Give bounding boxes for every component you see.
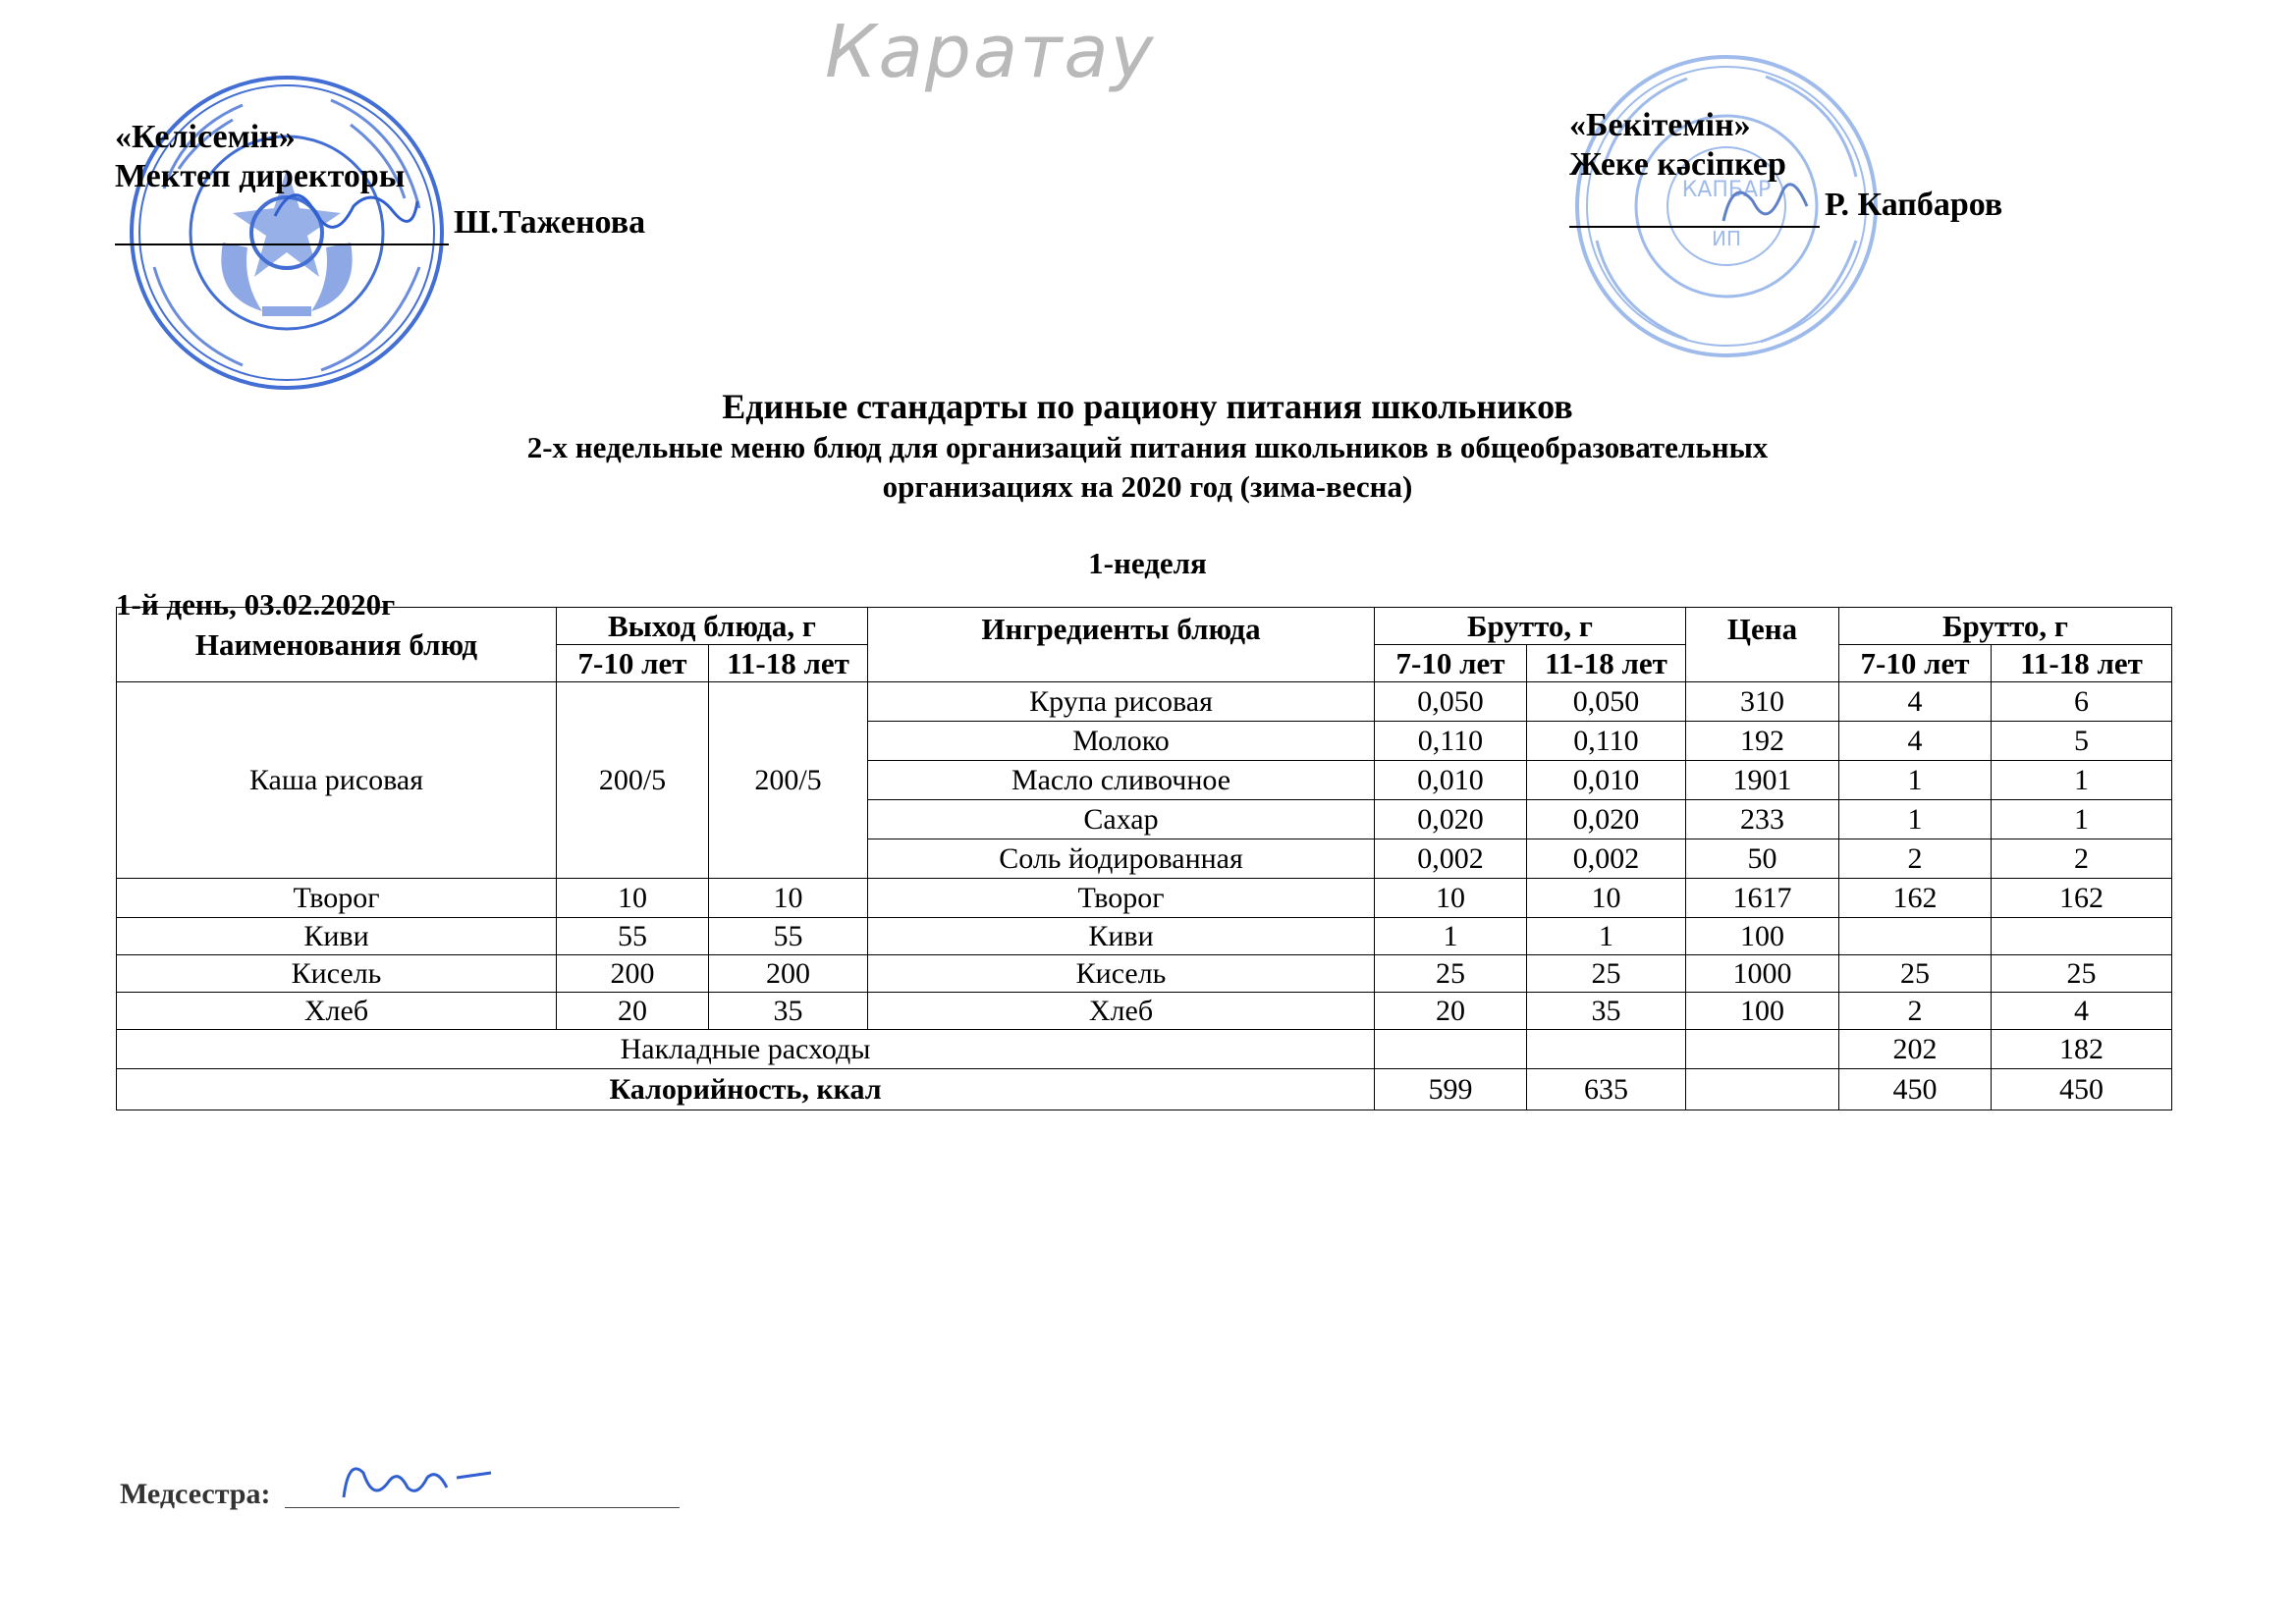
brutto-age1: 0,002 xyxy=(1375,839,1527,879)
director-signature-line xyxy=(115,244,449,245)
table-row xyxy=(117,955,2172,993)
cost-age2: 6 xyxy=(1992,682,2172,722)
brutto-age1: 0,020 xyxy=(1375,800,1527,839)
brutto-age1: 0,110 xyxy=(1375,722,1527,761)
cost-age1: 4 xyxy=(1839,722,1992,761)
yield-age2: 10 xyxy=(709,879,868,918)
yield-age2: 200/5 xyxy=(709,682,868,879)
header-brutto1-age1: 7-10 лет xyxy=(1375,645,1527,682)
brutto-age1: 25 xyxy=(1375,955,1527,993)
dish-name: Каша рисовая xyxy=(117,682,557,879)
dish-name: Хлеб xyxy=(117,993,557,1030)
header-price: Цена xyxy=(1686,608,1839,682)
cost-age1: 1 xyxy=(1839,761,1992,800)
cost-age2: 162 xyxy=(1992,879,2172,918)
brutto-age2: 35 xyxy=(1527,993,1686,1030)
ingredient: Соль йодированная xyxy=(868,839,1375,879)
svg-text:КАПБАР: КАПБАР xyxy=(1681,178,1772,202)
dish-name: Кисель xyxy=(117,955,557,993)
cost-age2 xyxy=(1992,918,2172,955)
cost-age1: 2 xyxy=(1839,839,1992,879)
header-yield: Выход блюда, г xyxy=(557,608,868,645)
price: 100 xyxy=(1686,918,1839,955)
cost-age1: 25 xyxy=(1839,955,1992,993)
cost-age1: 2 xyxy=(1839,993,1992,1030)
brutto-age2: 25 xyxy=(1527,955,1686,993)
director-name: Ш.Таженова xyxy=(454,204,646,241)
table-row xyxy=(117,682,2172,722)
cost-age1: 4 xyxy=(1839,682,1992,722)
document-subtitle-1: 2-х недельные меню блюд для организаций питания школьников в общеобразовательных xyxy=(526,430,1769,464)
yield-age1: 20 xyxy=(557,993,709,1030)
cost-age1: 162 xyxy=(1839,879,1992,918)
director-title: Мектеп директоры xyxy=(115,158,406,194)
overhead-age2: 182 xyxy=(1992,1030,2172,1069)
cost-age2: 1 xyxy=(1992,761,2172,800)
svg-text:ИП: ИП xyxy=(1712,227,1741,250)
brutto-age2: 0,002 xyxy=(1527,839,1686,879)
ingredient: Творог xyxy=(868,879,1375,918)
price: 100 xyxy=(1686,993,1839,1030)
header-yield-age2: 11-18 лет xyxy=(709,645,868,682)
nurse-signature xyxy=(334,1443,501,1512)
calories-row xyxy=(117,1069,2172,1110)
brutto-age2: 0,020 xyxy=(1527,800,1686,839)
price: 1617 xyxy=(1686,879,1839,918)
calories-cost-age2: 450 xyxy=(1992,1069,2172,1110)
brutto-age1: 10 xyxy=(1375,879,1527,918)
price: 192 xyxy=(1686,722,1839,761)
header-brutto-2: Брутто, г xyxy=(1839,608,2172,645)
ingredient: Сахар xyxy=(868,800,1375,839)
document-title: Единые стандарты по рациону питания школьников xyxy=(722,387,1573,426)
entrepreneur-title: Жеке кәсіпкер xyxy=(1569,146,1786,183)
cost-age2: 1 xyxy=(1992,800,2172,839)
director-signature xyxy=(265,167,422,236)
overhead-row xyxy=(117,1030,2172,1069)
overhead-label: Накладные расходы xyxy=(117,1030,1375,1069)
calories-age1: 599 xyxy=(1375,1069,1527,1110)
calories-cost-age1: 450 xyxy=(1839,1069,1992,1110)
cost-age1: 1 xyxy=(1839,800,1992,839)
yield-age1: 10 xyxy=(557,879,709,918)
cost-age2: 25 xyxy=(1992,955,2172,993)
header-ingredients: Ингредиенты блюда xyxy=(868,608,1375,682)
dish-name: Творог xyxy=(117,879,557,918)
brutto-age2: 0,050 xyxy=(1527,682,1686,722)
brutto-age2: 0,010 xyxy=(1527,761,1686,800)
table-row xyxy=(117,993,2172,1030)
agreed-label: «Келісемін» xyxy=(115,119,296,155)
header-yield-age1: 7-10 лет xyxy=(557,645,709,682)
header-brutto-1: Брутто, г xyxy=(1375,608,1686,645)
header-dish: Наименования блюд xyxy=(117,608,557,682)
brutto-age2: 10 xyxy=(1527,879,1686,918)
price: 1000 xyxy=(1686,955,1839,993)
brutto-age1: 0,010 xyxy=(1375,761,1527,800)
week-label: 1-неделя xyxy=(1088,546,1207,580)
price: 1901 xyxy=(1686,761,1839,800)
ingredient: Крупа рисовая xyxy=(868,682,1375,722)
cost-age2: 4 xyxy=(1992,993,2172,1030)
handwritten-location: Каратау xyxy=(825,10,1156,94)
ingredient: Хлеб xyxy=(868,993,1375,1030)
header-brutto2-age2: 11-18 лет xyxy=(1992,645,2172,682)
table-row xyxy=(117,879,2172,918)
calories-age2: 635 xyxy=(1527,1069,1686,1110)
ingredient: Киви xyxy=(868,918,1375,955)
overhead-age1: 202 xyxy=(1839,1030,1992,1069)
yield-age1: 55 xyxy=(557,918,709,955)
yield-age1: 200/5 xyxy=(557,682,709,879)
yield-age2: 200 xyxy=(709,955,868,993)
yield-age2: 35 xyxy=(709,993,868,1030)
brutto-age2: 1 xyxy=(1527,918,1686,955)
approved-label: «Бекітемін» xyxy=(1569,107,1751,143)
cost-age1 xyxy=(1839,918,1992,955)
header-brutto2-age1: 7-10 лет xyxy=(1839,645,1992,682)
brutto-age1: 0,050 xyxy=(1375,682,1527,722)
yield-age2: 55 xyxy=(709,918,868,955)
price: 310 xyxy=(1686,682,1839,722)
table-row xyxy=(117,918,2172,955)
nurse-label: Медсестра: xyxy=(120,1478,271,1510)
brutto-age2: 0,110 xyxy=(1527,722,1686,761)
dish-name: Киви xyxy=(117,918,557,955)
ingredient: Масло сливочное xyxy=(868,761,1375,800)
cost-age2: 5 xyxy=(1992,722,2172,761)
brutto-age1: 20 xyxy=(1375,993,1527,1030)
calories-label: Калорийность, ккал xyxy=(117,1069,1375,1110)
header-brutto1-age2: 11-18 лет xyxy=(1527,645,1686,682)
menu-table xyxy=(116,607,2172,1110)
price: 50 xyxy=(1686,839,1839,879)
price: 233 xyxy=(1686,800,1839,839)
ingredient: Молоко xyxy=(868,722,1375,761)
entrepreneur-name: Р. Капбаров xyxy=(1825,187,2003,223)
day-label: 1-й день, 03.02.2020г xyxy=(116,587,396,622)
cost-age2: 2 xyxy=(1992,839,2172,879)
brutto-age1: 1 xyxy=(1375,918,1527,955)
entrepreneur-signature xyxy=(1709,162,1827,241)
document-subtitle-2: организациях на 2020 год (зима-весна) xyxy=(882,469,1413,504)
ingredient: Кисель xyxy=(868,955,1375,993)
yield-age1: 200 xyxy=(557,955,709,993)
